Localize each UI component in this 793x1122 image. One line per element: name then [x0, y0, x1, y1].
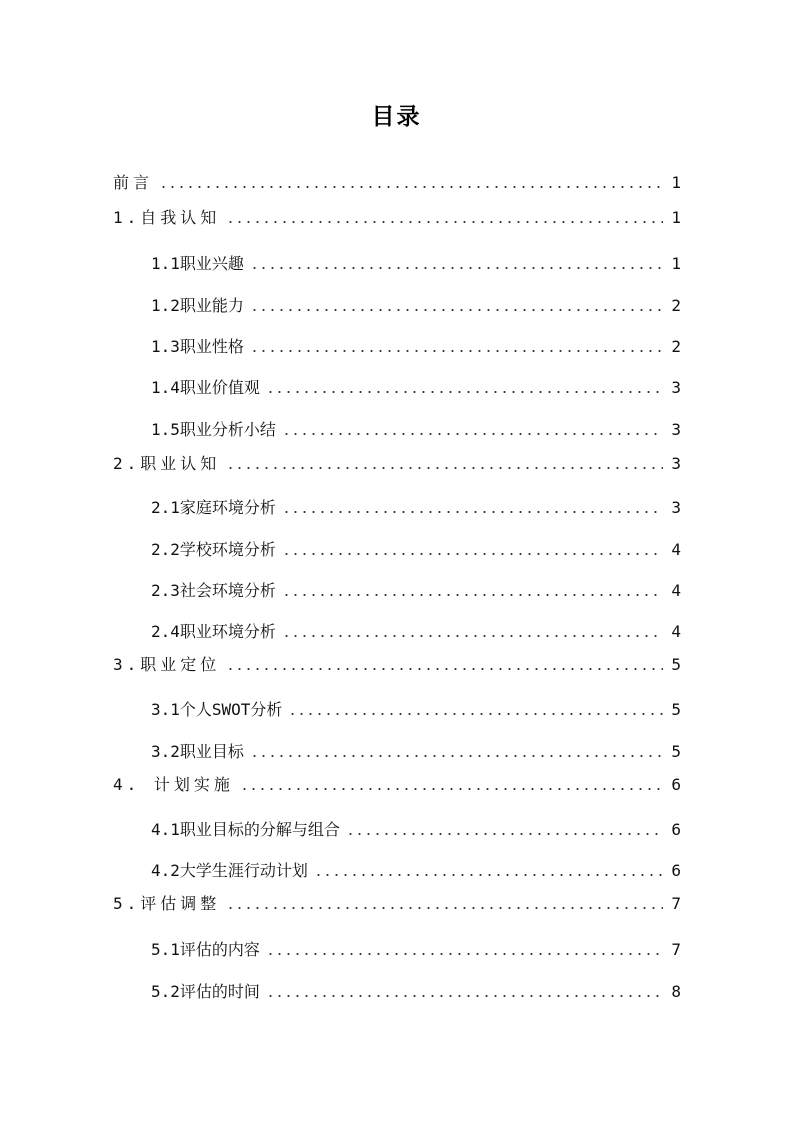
toc-entry-label: 2.1家庭环境分析: [151, 498, 276, 517]
toc-dot-leader: [282, 593, 663, 597]
toc-entry-1-4[interactable]: [151, 373, 681, 399]
toc-page-number: 7: [671, 940, 681, 959]
toc-dot-leader: [288, 712, 663, 716]
toc-dot-leader: [250, 308, 663, 312]
toc-entry-2-3[interactable]: [151, 576, 681, 602]
toc-entry-label: 3.2职业目标: [151, 742, 244, 761]
toc-entry-label: 2.2学校环境分析: [151, 540, 276, 559]
toc-entry-2-2[interactable]: [151, 535, 681, 561]
toc-entry-label: 1.5职业分析小结: [151, 420, 276, 439]
toc-entry-preface[interactable]: [113, 168, 681, 194]
toc-page-number: 3: [671, 420, 681, 439]
toc-page-number: 6: [671, 861, 681, 880]
toc-dot-leader: [226, 466, 663, 470]
toc-dot-leader: [282, 510, 663, 514]
toc-dot-leader: [314, 873, 663, 877]
toc-dot-leader: [159, 185, 663, 189]
toc-dot-leader: [226, 220, 663, 224]
toc-dot-leader: [226, 667, 663, 671]
toc-dot-leader: [282, 634, 663, 638]
toc-entry-2[interactable]: [113, 449, 681, 475]
toc-entry-1[interactable]: [113, 203, 681, 229]
toc-entry-1-5[interactable]: [151, 415, 681, 441]
toc-entry-1-1[interactable]: [151, 249, 681, 275]
toc-entry-3-1[interactable]: [151, 695, 681, 721]
toc-page-number: 1: [671, 208, 681, 227]
toc-page-number: 2: [671, 337, 681, 356]
toc-entry-5-1[interactable]: [151, 935, 681, 961]
toc-entry-label: 前言: [113, 173, 154, 192]
toc-page-number: 8: [671, 982, 681, 1001]
toc-dot-leader: [266, 994, 663, 998]
toc-page-number: 5: [671, 742, 681, 761]
toc-entry-label: 5.1评估的内容: [151, 940, 260, 959]
toc-entry-label: 5.2评估的时间: [151, 982, 260, 1001]
toc-entry-4-1[interactable]: [151, 815, 681, 841]
toc-dot-leader: [266, 390, 663, 394]
toc-entry-label: 4.1职业目标的分解与组合: [151, 820, 340, 839]
toc-page-number: 4: [671, 540, 681, 559]
toc-dot-leader: [250, 754, 663, 758]
toc-entry-label: 2.职业认知: [113, 454, 221, 473]
toc-entry-5-2[interactable]: [151, 977, 681, 1003]
toc-dot-leader: [250, 266, 663, 270]
toc-entry-label: 3.1个人SWOT分析: [151, 700, 283, 719]
toc-page-number: 6: [671, 775, 681, 794]
toc-page-number: 5: [671, 700, 681, 719]
toc-entry-label: 1.1职业兴趣: [151, 254, 244, 273]
toc-entry-4[interactable]: [113, 770, 681, 796]
toc-entry-2-4[interactable]: [151, 617, 681, 643]
toc-page-number: 4: [671, 581, 681, 600]
toc-entry-label: 1.2职业能力: [151, 296, 244, 315]
toc-entry-label: 3.职业定位: [113, 655, 221, 674]
toc-page-number: 6: [671, 820, 681, 839]
toc-dot-leader: [226, 906, 663, 910]
toc-page-number: 3: [671, 378, 681, 397]
toc-page-number: 5: [671, 655, 681, 674]
toc-entry-label: 4.2大学生涯行动计划: [151, 861, 308, 880]
toc-dot-leader: [282, 432, 663, 436]
toc-page-number: 4: [671, 622, 681, 641]
toc-entry-2-1[interactable]: [151, 493, 681, 519]
toc-page-number: 2: [671, 296, 681, 315]
toc-entry-label: 4. 计划实施: [113, 775, 234, 794]
toc-dot-leader: [346, 832, 663, 836]
toc-entry-label: 5.评估调整: [113, 894, 221, 913]
toc-page-number: 3: [671, 454, 681, 473]
toc-entry-label: 1.3职业性格: [151, 337, 244, 356]
toc-dot-leader: [240, 787, 663, 791]
toc-entry-3[interactable]: [113, 650, 681, 676]
toc-entry-3-2[interactable]: [151, 737, 681, 763]
toc-dot-leader: [250, 349, 663, 353]
toc-page-number: 1: [671, 173, 681, 192]
toc-dot-leader: [266, 952, 663, 956]
toc-dot-leader: [282, 552, 663, 556]
toc-entry-label: 1.4职业价值观: [151, 378, 260, 397]
toc-title: 目录: [371, 104, 422, 130]
toc-entry-1-2[interactable]: [151, 291, 681, 317]
toc-entry-4-2[interactable]: [151, 856, 681, 882]
toc-entry-label: 2.3社会环境分析: [151, 581, 276, 600]
toc-page-number: 7: [671, 894, 681, 913]
toc-entry-label: 1.自我认知: [113, 208, 221, 227]
toc-page-number: 3: [671, 498, 681, 517]
toc-entry-5[interactable]: [113, 889, 681, 915]
toc-entry-1-3[interactable]: [151, 332, 681, 358]
toc-entry-label: 2.4职业环境分析: [151, 622, 276, 641]
toc-page-number: 1: [671, 254, 681, 273]
